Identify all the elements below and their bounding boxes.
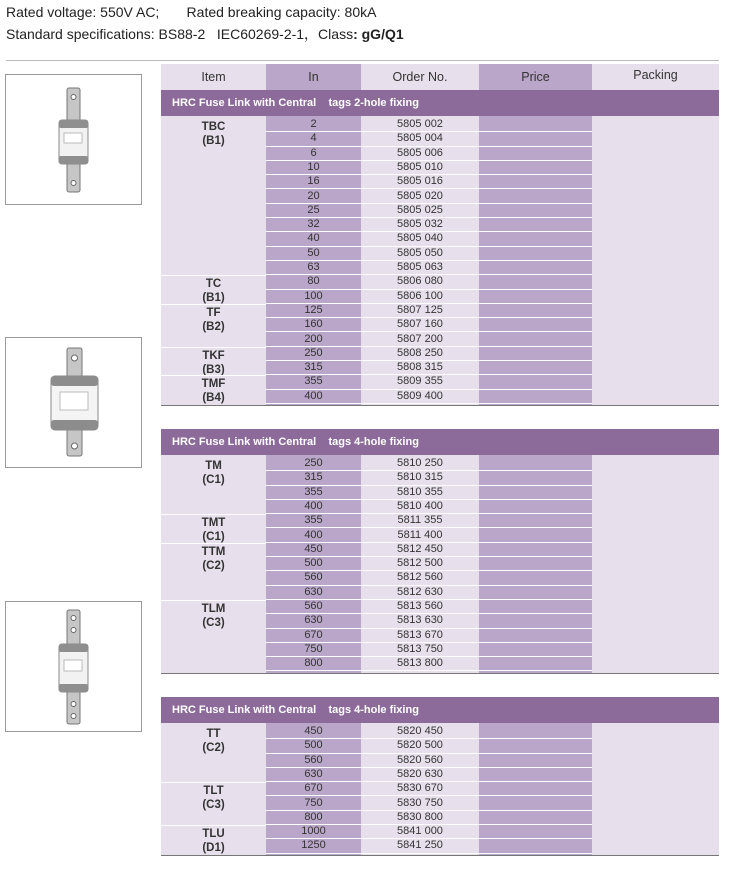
order-number: 5830 750 xyxy=(397,796,443,809)
rated-current: 160 xyxy=(304,318,323,331)
rated-current: 500 xyxy=(304,557,323,570)
rated-current: 630 xyxy=(304,767,323,780)
rated-current: 315 xyxy=(304,471,323,484)
col-header-in: In xyxy=(266,64,361,90)
order-number: 5808 250 xyxy=(397,346,443,359)
rated-current: 750 xyxy=(304,796,323,809)
order-number: 5808 315 xyxy=(397,361,443,374)
order-number: 5813 560 xyxy=(397,600,443,612)
table-row xyxy=(266,304,592,318)
table-row xyxy=(266,471,592,485)
order-number: 5805 050 xyxy=(397,246,443,259)
item-size: (B1) xyxy=(202,292,225,305)
order-number: 5809 355 xyxy=(397,375,443,388)
group-separator xyxy=(161,304,266,305)
rated-current: 800 xyxy=(304,810,323,823)
table-row xyxy=(266,218,592,232)
rated-current: 20 xyxy=(307,189,320,202)
table-row xyxy=(266,132,592,146)
table-row xyxy=(266,375,592,389)
order-number: 5841 250 xyxy=(397,839,443,852)
item-model: TMF xyxy=(201,378,226,391)
rated-current: 1000 xyxy=(301,825,326,838)
order-number: 5813 800 xyxy=(397,657,443,670)
table-row xyxy=(266,500,592,514)
item-size: (C1) xyxy=(202,531,225,544)
rated-current: 560 xyxy=(304,571,323,584)
item-label xyxy=(161,120,266,148)
item-label xyxy=(161,545,266,573)
table-row xyxy=(266,643,592,657)
standards-line xyxy=(6,24,404,44)
rated-current: 750 xyxy=(304,642,323,655)
rated-current: 250 xyxy=(304,346,323,359)
rated-current: 32 xyxy=(307,218,320,231)
table-row xyxy=(266,782,592,796)
order-number: 5830 670 xyxy=(397,782,443,795)
header-rule xyxy=(6,60,719,61)
item-model: TKF xyxy=(202,349,225,362)
item-size: (C1) xyxy=(202,474,225,486)
col-header-order: Order No. xyxy=(361,64,479,90)
group-separator xyxy=(161,600,266,601)
table-row xyxy=(266,614,592,628)
order-number: 5806 080 xyxy=(397,275,443,288)
item-size: (B2) xyxy=(202,320,225,333)
order-number: 5812 560 xyxy=(397,571,443,584)
table-row xyxy=(266,190,592,204)
table-row xyxy=(266,232,592,246)
rated-current: 500 xyxy=(304,739,323,752)
table-row xyxy=(266,839,592,853)
col-header-packing: Packing xyxy=(592,64,719,90)
order-number: 5805 010 xyxy=(397,160,443,173)
section-title-2: HRC Fuse Link with Central tags 4-hole fixing xyxy=(161,429,719,455)
item-label xyxy=(161,727,266,755)
order-number: 5805 040 xyxy=(397,232,443,245)
item-label xyxy=(161,827,266,855)
rated-current: 400 xyxy=(304,528,323,541)
order-number: 5820 500 xyxy=(397,739,443,752)
item-size: (B3) xyxy=(202,363,225,376)
item-model: TTM xyxy=(201,545,226,558)
order-number: 5805 002 xyxy=(397,118,443,130)
col-pack-bg xyxy=(592,455,719,674)
rated-current: 63 xyxy=(307,261,320,273)
rated-current: 630 xyxy=(304,614,323,627)
order-number: 5805 016 xyxy=(397,175,443,188)
rated-current: 2 xyxy=(310,118,317,130)
fuse-photo-4hole-large xyxy=(5,337,142,468)
rated-current: 50 xyxy=(307,246,320,259)
order-number: 5805 020 xyxy=(397,189,443,202)
table-row xyxy=(266,347,592,361)
table-row xyxy=(266,333,592,347)
order-number: 5830 800 xyxy=(397,810,443,823)
table-row xyxy=(266,586,592,600)
col-pack-bg xyxy=(592,116,719,406)
rated-current: 250 xyxy=(304,457,323,469)
rated-current: 200 xyxy=(304,332,323,345)
fuse-photo-4hole xyxy=(5,601,142,732)
rated-current: 10 xyxy=(307,160,320,173)
table-section-1 xyxy=(161,116,719,406)
order-number: 5806 100 xyxy=(397,289,443,302)
rated-current: 6 xyxy=(310,146,317,159)
table-bottom-rule xyxy=(161,673,719,674)
item-size: (B1) xyxy=(202,135,225,147)
rated-current: 670 xyxy=(304,782,323,795)
rated-current: 630 xyxy=(304,585,323,598)
table-row xyxy=(266,147,592,161)
class-value: : gG/Q1 xyxy=(353,26,404,42)
item-model: TMT xyxy=(201,517,226,530)
table-row xyxy=(266,600,592,614)
standards-prefix: Standard specifications: BS88-2 IEC60269-2-1，Class xyxy=(6,26,354,42)
item-model: TT xyxy=(206,728,221,740)
order-number: 5807 125 xyxy=(397,303,443,316)
table-row xyxy=(266,811,592,825)
rated-current: 80 xyxy=(307,275,320,288)
section-title-1: HRC Fuse Link with Central tags 2-hole fixing xyxy=(161,90,719,116)
table-row xyxy=(266,486,592,500)
item-label xyxy=(161,277,266,305)
order-number: 5812 630 xyxy=(397,585,443,598)
group-separator xyxy=(161,514,266,515)
order-number: 5820 450 xyxy=(397,725,443,737)
table-bottom-rule xyxy=(161,405,719,406)
group-separator xyxy=(161,275,266,276)
table-section-3 xyxy=(161,723,719,856)
group-separator xyxy=(161,782,266,783)
table-row xyxy=(266,247,592,261)
table-row xyxy=(266,361,592,375)
table-section-2 xyxy=(161,455,719,674)
table-row xyxy=(266,175,592,189)
table-row xyxy=(266,275,592,289)
order-number: 5813 750 xyxy=(397,642,443,655)
col-header-item: Item xyxy=(161,64,266,90)
order-number: 5811 355 xyxy=(397,514,443,527)
table-row xyxy=(266,825,592,839)
rated-current: 40 xyxy=(307,232,320,245)
item-size: (C2) xyxy=(202,742,225,754)
fuse-photo-2hole xyxy=(5,74,142,205)
item-model: TLT xyxy=(203,785,224,798)
table-row xyxy=(266,290,592,304)
item-size: (C3) xyxy=(202,617,225,629)
item-label xyxy=(161,349,266,377)
rated-current: 560 xyxy=(304,600,323,612)
group-separator xyxy=(161,825,266,826)
rated-current: 100 xyxy=(304,289,323,302)
order-number: 5805 025 xyxy=(397,203,443,216)
group-separator xyxy=(161,375,266,376)
table-row xyxy=(266,557,592,571)
rated-current: 355 xyxy=(304,485,323,498)
rated-current: 1250 xyxy=(301,839,326,852)
table-row xyxy=(266,543,592,557)
rated-current: 400 xyxy=(304,499,323,512)
order-number: 5810 355 xyxy=(397,485,443,498)
order-number: 5807 160 xyxy=(397,318,443,331)
table-row xyxy=(266,529,592,543)
table-row xyxy=(266,571,592,585)
order-number: 5811 400 xyxy=(397,528,443,541)
rating-line: Rated voltage: 550V AC; Rated breaking capacity: 80kA xyxy=(6,4,377,20)
table-row xyxy=(266,261,592,275)
table-row xyxy=(266,739,592,753)
order-number: 5805 004 xyxy=(397,132,443,145)
item-label xyxy=(161,516,266,544)
rated-current: 4 xyxy=(310,132,317,145)
rated-current: 450 xyxy=(304,542,323,555)
rated-current: 125 xyxy=(304,303,323,316)
item-model: TBC xyxy=(201,121,226,133)
order-number: 5805 063 xyxy=(397,261,443,273)
order-number: 5805 006 xyxy=(397,146,443,159)
rated-current: 16 xyxy=(307,175,320,188)
order-number: 5810 315 xyxy=(397,471,443,484)
item-label xyxy=(161,784,266,812)
col-pack-bg xyxy=(592,723,719,856)
order-number: 5820 630 xyxy=(397,767,443,780)
order-number: 5810 400 xyxy=(397,499,443,512)
order-number: 5813 630 xyxy=(397,614,443,627)
item-model: TF xyxy=(206,306,221,319)
rated-current: 315 xyxy=(304,361,323,374)
item-model: TLU xyxy=(202,828,225,841)
table-row xyxy=(266,161,592,175)
order-number: 5813 670 xyxy=(397,628,443,641)
item-size: (B4) xyxy=(202,392,225,405)
table-row xyxy=(266,657,592,671)
group-separator xyxy=(161,347,266,348)
table-bottom-rule xyxy=(161,855,719,856)
rated-current: 25 xyxy=(307,203,320,216)
order-number: 5812 450 xyxy=(397,542,443,555)
rated-current: 670 xyxy=(304,628,323,641)
group-separator xyxy=(161,543,266,544)
table-row xyxy=(266,768,592,782)
table-row xyxy=(266,514,592,528)
order-number: 5810 250 xyxy=(397,457,443,469)
item-model: TM xyxy=(205,460,222,472)
order-number: 5809 400 xyxy=(397,389,443,402)
rated-current: 400 xyxy=(304,389,323,402)
item-label xyxy=(161,459,266,487)
item-label xyxy=(161,602,266,630)
table-row xyxy=(266,204,592,218)
item-size: (D1) xyxy=(202,842,225,855)
table-row xyxy=(266,629,592,643)
item-model: TLM xyxy=(201,603,226,615)
table-row xyxy=(266,318,592,332)
table-row xyxy=(266,118,592,132)
item-label xyxy=(161,306,266,334)
order-number: 5807 200 xyxy=(397,332,443,345)
col-header-price: Price xyxy=(479,64,592,90)
item-model: TC xyxy=(205,278,222,291)
item-label xyxy=(161,377,266,405)
rated-current: 355 xyxy=(304,375,323,388)
table-row xyxy=(266,725,592,739)
section-title-3: HRC Fuse Link with Central tags 4-hole fixing xyxy=(161,697,719,723)
table-row xyxy=(266,754,592,768)
order-number: 5841 000 xyxy=(397,825,443,838)
table-row xyxy=(266,390,592,404)
table-row xyxy=(266,457,592,471)
table-row xyxy=(266,797,592,811)
order-number: 5820 560 xyxy=(397,753,443,766)
order-number: 5812 500 xyxy=(397,557,443,570)
rated-current: 800 xyxy=(304,657,323,670)
rated-current: 355 xyxy=(304,514,323,527)
order-number: 5805 032 xyxy=(397,218,443,231)
rated-current: 560 xyxy=(304,753,323,766)
rated-current: 450 xyxy=(304,725,323,737)
item-size: (C3) xyxy=(202,799,225,812)
item-size: (C2) xyxy=(202,559,225,572)
